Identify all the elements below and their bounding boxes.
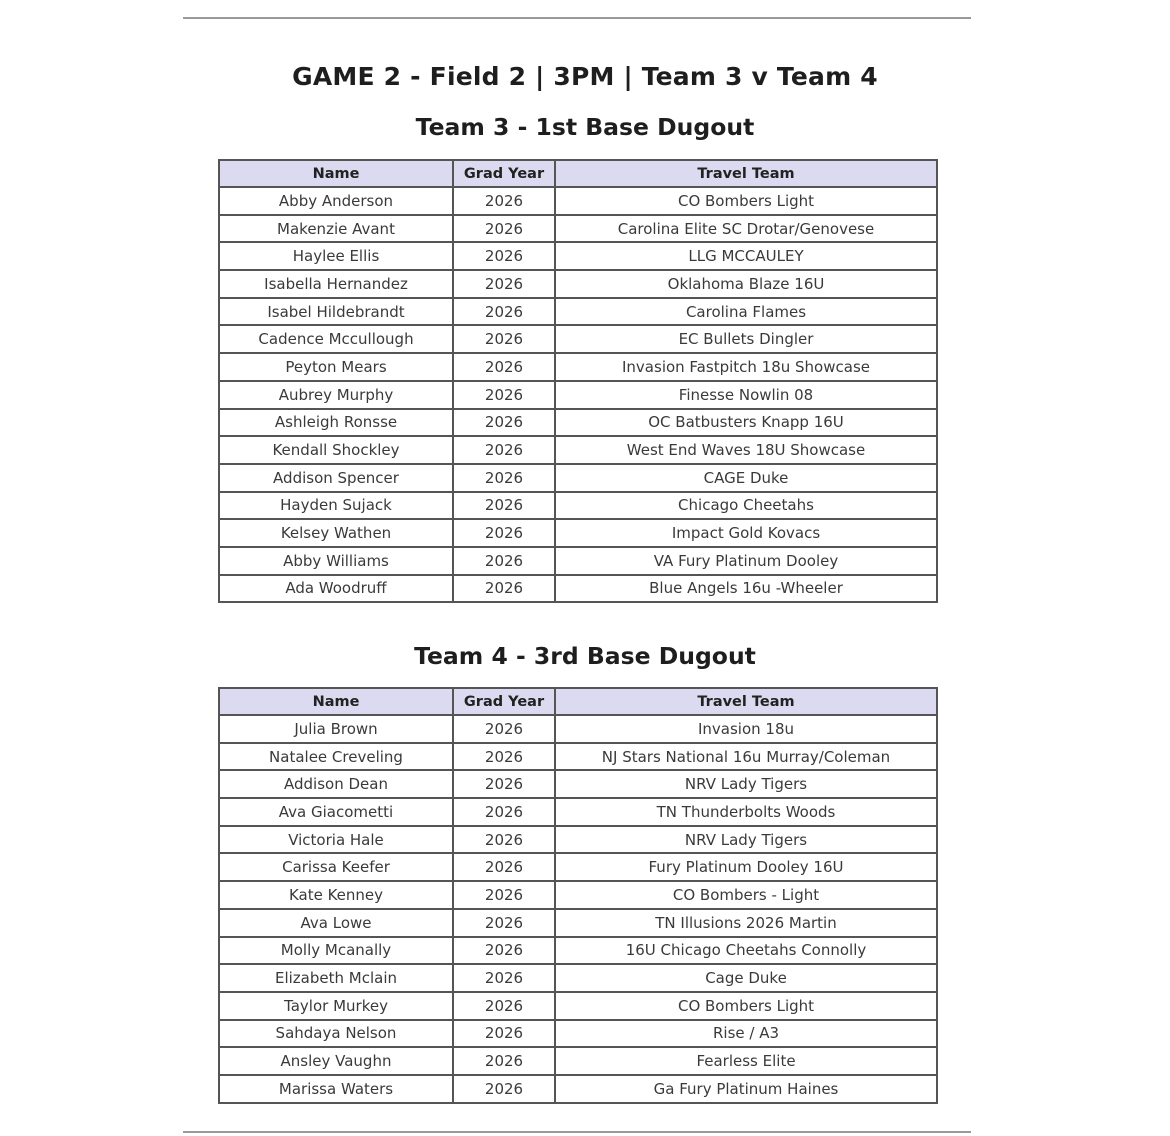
player-name-cell: Kate Kenney (219, 881, 453, 909)
top-divider (183, 17, 971, 19)
table-row (219, 519, 937, 547)
player-name-cell: Molly Mcanally (219, 937, 453, 965)
travel-team-cell: CO Bombers - Light (555, 881, 937, 909)
team-3-title: Team 3 - 1st Base Dugout (415, 113, 755, 141)
team-4-title: Team 4 - 3rd Base Dugout (414, 642, 756, 670)
grad-year-cell: 2026 (453, 187, 555, 215)
player-name-cell: Abby Anderson (219, 187, 453, 215)
player-name-cell: Addison Dean (219, 770, 453, 798)
player-name-cell: Natalee Creveling (219, 743, 453, 771)
travel-team-cell: CO Bombers Light (555, 992, 937, 1020)
table-header-row (219, 688, 937, 715)
grad-year-cell: 2026 (453, 715, 555, 743)
grad-year-cell: 2026 (453, 215, 555, 243)
player-name-cell: Sahdaya Nelson (219, 1020, 453, 1048)
table-row (219, 575, 937, 603)
table-row (219, 770, 937, 798)
travel-team-cell: Impact Gold Kovacs (555, 519, 937, 547)
travel-team-cell: Carolina Elite SC Drotar/Genovese (555, 215, 937, 243)
travel-team-cell: CAGE Duke (555, 464, 937, 492)
column-header-name: Name (219, 688, 453, 715)
grad-year-cell: 2026 (453, 325, 555, 353)
table-row (219, 215, 937, 243)
travel-team-cell: CO Bombers Light (555, 187, 937, 215)
travel-team-cell: NRV Lady Tigers (555, 826, 937, 854)
player-name-cell: Elizabeth Mclain (219, 964, 453, 992)
travel-team-cell: 16U Chicago Cheetahs Connolly (555, 937, 937, 965)
grad-year-cell: 2026 (453, 964, 555, 992)
grad-year-cell: 2026 (453, 464, 555, 492)
table-row (219, 381, 937, 409)
travel-team-cell: LLG MCCAULEY (555, 242, 937, 270)
travel-team-cell: EC Bullets Dingler (555, 325, 937, 353)
column-header-travel-team: Travel Team (555, 688, 937, 715)
grad-year-cell: 2026 (453, 992, 555, 1020)
player-name-cell: Ava Lowe (219, 909, 453, 937)
player-name-cell: Victoria Hale (219, 826, 453, 854)
grad-year-cell: 2026 (453, 937, 555, 965)
grad-year-cell: 2026 (453, 881, 555, 909)
travel-team-cell: NRV Lady Tigers (555, 770, 937, 798)
grad-year-cell: 2026 (453, 353, 555, 381)
column-header-travel-team: Travel Team (555, 160, 937, 187)
table-row (219, 1075, 937, 1103)
player-name-cell: Julia Brown (219, 715, 453, 743)
player-name-cell: Abby Williams (219, 547, 453, 575)
travel-team-cell: Fury Platinum Dooley 16U (555, 853, 937, 881)
travel-team-cell: Cage Duke (555, 964, 937, 992)
travel-team-cell: Invasion 18u (555, 715, 937, 743)
player-name-cell: Isabella Hernandez (219, 270, 453, 298)
grad-year-cell: 2026 (453, 770, 555, 798)
table-row (219, 1020, 937, 1048)
grad-year-cell: 2026 (453, 1047, 555, 1075)
table-row (219, 881, 937, 909)
table-row (219, 353, 937, 381)
travel-team-cell: Invasion Fastpitch 18u Showcase (555, 353, 937, 381)
table-row (219, 298, 937, 326)
table-row (219, 1047, 937, 1075)
grad-year-cell: 2026 (453, 436, 555, 464)
bottom-divider (183, 1131, 971, 1133)
table-row (219, 937, 937, 965)
player-name-cell: Kelsey Wathen (219, 519, 453, 547)
grad-year-cell: 2026 (453, 1075, 555, 1103)
table-row (219, 798, 937, 826)
player-name-cell: Aubrey Murphy (219, 381, 453, 409)
travel-team-cell: OC Batbusters Knapp 16U (555, 409, 937, 437)
table-row (219, 964, 937, 992)
grad-year-cell: 2026 (453, 547, 555, 575)
player-name-cell: Addison Spencer (219, 464, 453, 492)
travel-team-cell: Blue Angels 16u -Wheeler (555, 575, 937, 603)
travel-team-cell: Fearless Elite (555, 1047, 937, 1075)
travel-team-cell: Ga Fury Platinum Haines (555, 1075, 937, 1103)
grad-year-cell: 2026 (453, 242, 555, 270)
column-header-grad-year: Grad Year (453, 160, 555, 187)
player-name-cell: Ansley Vaughn (219, 1047, 453, 1075)
travel-team-cell: NJ Stars National 16u Murray/Coleman (555, 743, 937, 771)
table-row (219, 853, 937, 881)
player-name-cell: Taylor Murkey (219, 992, 453, 1020)
player-name-cell: Ashleigh Ronsse (219, 409, 453, 437)
player-name-cell: Carissa Keefer (219, 853, 453, 881)
travel-team-cell: TN Thunderbolts Woods (555, 798, 937, 826)
grad-year-cell: 2026 (453, 798, 555, 826)
grad-year-cell: 2026 (453, 909, 555, 937)
player-name-cell: Ada Woodruff (219, 575, 453, 603)
player-name-cell: Makenzie Avant (219, 215, 453, 243)
table-row (219, 464, 937, 492)
table-row (219, 492, 937, 520)
table-row (219, 409, 937, 437)
grad-year-cell: 2026 (453, 1020, 555, 1048)
grad-year-cell: 2026 (453, 519, 555, 547)
grad-year-cell: 2026 (453, 853, 555, 881)
column-header-name: Name (219, 160, 453, 187)
player-name-cell: Ava Giacometti (219, 798, 453, 826)
travel-team-cell: Carolina Flames (555, 298, 937, 326)
travel-team-cell: VA Fury Platinum Dooley (555, 547, 937, 575)
table-row (219, 436, 937, 464)
player-name-cell: Peyton Mears (219, 353, 453, 381)
player-name-cell: Cadence Mccullough (219, 325, 453, 353)
grad-year-cell: 2026 (453, 409, 555, 437)
team-3-roster-table (218, 159, 938, 603)
grad-year-cell: 2026 (453, 298, 555, 326)
table-row (219, 992, 937, 1020)
table-row (219, 743, 937, 771)
table-row (219, 715, 937, 743)
table-row (219, 547, 937, 575)
team-4-roster-table (218, 687, 938, 1104)
table-header-row (219, 160, 937, 187)
grad-year-cell: 2026 (453, 381, 555, 409)
table-row (219, 242, 937, 270)
player-name-cell: Marissa Waters (219, 1075, 453, 1103)
travel-team-cell: TN Illusions 2026 Martin (555, 909, 937, 937)
grad-year-cell: 2026 (453, 743, 555, 771)
travel-team-cell: Rise / A3 (555, 1020, 937, 1048)
column-header-grad-year: Grad Year (453, 688, 555, 715)
game-title: GAME 2 - Field 2 | 3PM | Team 3 v Team 4 (292, 62, 878, 91)
grad-year-cell: 2026 (453, 826, 555, 854)
player-name-cell: Kendall Shockley (219, 436, 453, 464)
player-name-cell: Hayden Sujack (219, 492, 453, 520)
table-row (219, 909, 937, 937)
travel-team-cell: West End Waves 18U Showcase (555, 436, 937, 464)
table-row (219, 325, 937, 353)
table-row (219, 826, 937, 854)
grad-year-cell: 2026 (453, 575, 555, 603)
player-name-cell: Haylee Ellis (219, 242, 453, 270)
travel-team-cell: Oklahoma Blaze 16U (555, 270, 937, 298)
table-row (219, 187, 937, 215)
player-name-cell: Isabel Hildebrandt (219, 298, 453, 326)
table-row (219, 270, 937, 298)
grad-year-cell: 2026 (453, 492, 555, 520)
grad-year-cell: 2026 (453, 270, 555, 298)
travel-team-cell: Finesse Nowlin 08 (555, 381, 937, 409)
travel-team-cell: Chicago Cheetahs (555, 492, 937, 520)
